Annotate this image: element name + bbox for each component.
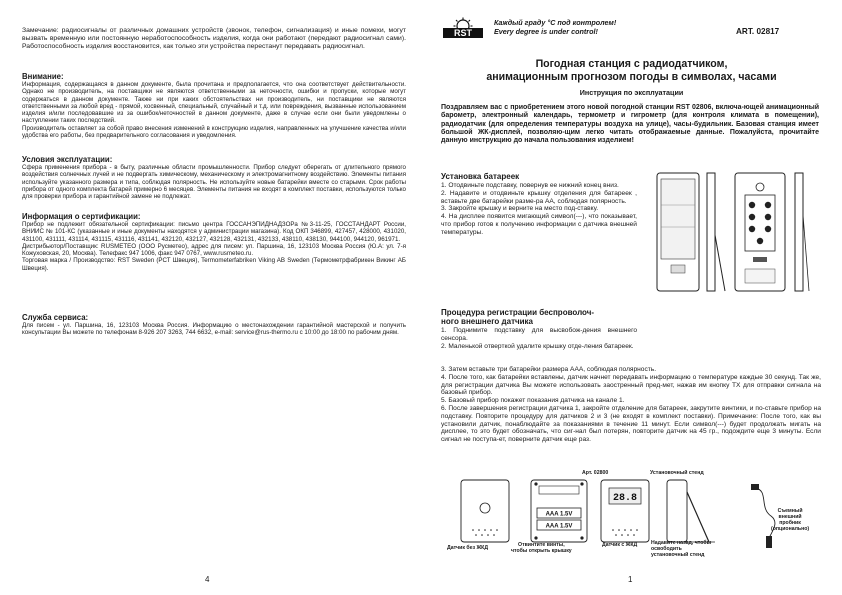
- battery-label-1: AAA 1.5V: [545, 511, 573, 518]
- figure-unscrew-line-2: чтобы открыть крышку: [511, 548, 572, 554]
- station-illustration: [649, 165, 825, 305]
- figure-unscrew-label: [511, 542, 572, 554]
- conditions-heading: Условия эксплуатации:: [22, 155, 113, 164]
- page-number: 4: [205, 575, 210, 584]
- station-back-view: [735, 173, 785, 291]
- registration-heading-line-1: Процедура регистрации беспроволоч-: [441, 308, 595, 317]
- attention-section: [22, 72, 406, 139]
- figure-probe-label: [771, 508, 809, 532]
- stand-side-view: [667, 480, 715, 542]
- conditions-text: Сфера применения прибора - в быту, различные области промышленности. Прибор следует оберегать от длительного прямого воздействия солнечных лучей и не подвергать химическому, механическому и электромагнитному воздействию. Элементы питания используйте указанного размера и типа, соблюдая полярность. Не используйте новые батарейки вместе со старыми. Срок работы прибора от одного комплекта батарей примерно 6 месяцев. Элементы питания не входят в комплект поставки, используются только для проверки прибора и гарантийной замене не подлежат.: [22, 164, 406, 201]
- figure-probe-line-3: пробник: [779, 520, 801, 526]
- sensor-illustration: [439, 478, 819, 550]
- figure-stand-label: Установочный стенд: [650, 470, 704, 476]
- figure-probe-line-4: (опционально): [771, 526, 810, 532]
- lcd-reading: 28.8: [612, 493, 638, 504]
- certification-text-3: Торговая марка / Производство: RST Sweden (РСТ Швеция), Termometerfabriken Viking AB Sweden (Термометрфабрикен Викинг АБ Швеция).: [22, 257, 406, 272]
- service-text: Для писем - ул. Паршина, 16, 123103 Москва Россия. Информацию о местонахождении гарантийной мастерской и получить консультации Вы можете по телефонам 8-926 207 3263, 744 6632, e-mail: service@rus-thermo.ru с 10:00 до 18:00 по рабочим дням.: [22, 322, 406, 337]
- conditions-section: [22, 155, 406, 200]
- battery-steps: [441, 182, 637, 237]
- page-subtitle: Инструкция по эксплуатации: [579, 88, 684, 97]
- registration-steps-2: [441, 366, 821, 444]
- note-paragraph: Замечание: радиосигналы от различных домашних устройств (звонок, телефон, сигнализация) и иные помехи, могут вызвать временную или постоянную неработоспособность изделия, когда они работают (передают радиосигнал сами). Работоспособность изделия восстановится, как только эти устройства перестанут передавать радиосигнал.: [22, 27, 406, 50]
- figure-article-label: Арт. 02800: [582, 470, 609, 476]
- battery-step-2: 2. Надавите и отодвиньте крышку отделения для батареек , вставьте две батарейки разме-ра АА, соблюдая полярность.: [441, 189, 637, 205]
- article-number: ART. 02817: [736, 27, 780, 36]
- figure-press-line-2: освободить: [651, 546, 682, 552]
- battery-step-1: 1. Отодвиньте подставку, повернув ее нижний конец вниз.: [441, 182, 619, 189]
- figure-sensor-lcd-label: Датчик с ЖКД: [602, 542, 638, 548]
- page-number: 1: [628, 575, 633, 584]
- registration-step-2: 2. Маленькой отверткой удалите крышку отде-ления батареек.: [441, 342, 634, 350]
- sensor-without-lcd: [461, 480, 509, 542]
- slogan-en: Every degree is under control!: [494, 27, 598, 36]
- registration-heading: [441, 308, 641, 326]
- figure-probe-line-2: внешний: [778, 514, 802, 520]
- station-side-view-2: [795, 173, 809, 291]
- certification-section: [22, 212, 406, 272]
- slogan-ru: Каждый граду °С под контролем!: [494, 18, 617, 27]
- sensor-battery-compartment: [531, 480, 587, 542]
- registration-step-5: 5. Базовый прибор покажет показания датчика на канале 1.: [441, 397, 625, 405]
- page-title: [421, 58, 842, 83]
- service-section: [22, 313, 406, 337]
- battery-step-3: 3. Закройте крышку и верните на место под-ставку.: [441, 205, 599, 213]
- registration-step-4: 4. После того, как батарейки вставлены, датчик начнет передавать информацию о температуре каждые 30 секунд. Так же, для регистрации датчика Вы можете использовать заостренный пред-мет, нажав им кнопку TX для отправки сигнала на базовый прибор.: [441, 373, 821, 397]
- registration-heading-line-2: ного внешнего датчика: [441, 317, 533, 327]
- figure-sensor-no-lcd-label: Датчик без ЖКД: [447, 545, 489, 551]
- intro-paragraph: Поздравляем вас с приобретением этого новой погодной станции RST 02806, включа-ющей анимационный барометр, электронный календарь, термометр и гигрометр (для контроля климата в помещении), радиодатчик (для определения температуры воздуха на улице), часы-будильник. Базовая станция имеет большой ЖК-дисплей, позволяю-щим легко читать отображаемые данные. Пожалуйста, прочитайте данную инструкцию до начала пользования изделием!: [441, 104, 819, 145]
- registration-step-1: 1. Поднимите подставку для высвобож-дения внешнего сенсора.: [441, 327, 637, 342]
- attention-text-1: Информация, содержащаяся в данном документе, была прочитана и предполагается, что она соответствует действительности. Однако не производитель, на поставщики не являются ответственными за неточности, ошибки и пропуски, которые могут содержаться в данном документе. Также ни при каких обстоятельствах ни производитель, ни поставщики не являются ответственными за любой вред - прямой, косвенный, специальный, случайный и т.д. или повреждения, вызванные использованием изделия и/или последовавшие из за ошибок/неточностей в данном документе, даже в случае если они были уведомлены о наступлении таких последствий.: [22, 81, 406, 125]
- station-front-view: [657, 173, 699, 291]
- battery-label-2: AAA 1.5V: [545, 523, 573, 530]
- battery-heading: Установка батареек: [441, 172, 520, 181]
- title-line-2: анимационным прогнозом погоды в символах, часами: [486, 70, 777, 83]
- certification-text-1: Прибор не подлежит обязательной сертификации: письмо центра ГОССАНЭПИДНАДЗОРа №3-11-25, ГОССТАНДАРТ России, ВНИИС № 101-КС (указанные и иные документы находятся у администрации магазина). Код ОКП 346899, 427457, 428000, 431020, 431100, 431111, 431114, 431115, 431116, 431141, 432120, 432127, 432128, 432131, 432133, 438110, 438130, 944100, 944120, 961971.: [22, 221, 406, 243]
- registration-step-6: 6. После завершения регистрации датчика 1, закройте отделение для батареек, закрутите винтики, и по-ставьте прибор на подставку. Повторите процедуру для датчиков 2 и 3 (не входят в комплект поставки). Примечание: После того, как вы установили датчик, понаблюдайте за показаниями в течение 11 минут. Если символ(---) будет продолжать мигать на дисплее, то это будет обозначать, что сиг-нал был потерян, повторите датчик на 45 гр., подождите еще 3 минуты. Если сигнал не поступа-ет, поверните датчик еще раз.: [441, 404, 821, 444]
- figure-probe-line-1: Съемный: [777, 508, 803, 514]
- attention-text-2: Производитель оставляет за собой право внесения изменений в конструкцию изделия, направленных на улучшение качества и/или удобства его работы, без предварительного согласования и уведомления.: [22, 124, 406, 140]
- figure-press-line-1: Надавите назад, чтобы: [651, 540, 711, 546]
- rst-logo: [441, 17, 485, 39]
- registration-step-3: 3. Затем вставьте три батарейки размера ААА, соблюдая полярность.: [441, 366, 657, 373]
- service-heading: Служба сервиса:: [22, 313, 89, 322]
- battery-step-4: 4. На дисплее появится мигающий символ(---), что показывает, что прибор готов к получению информации с датчика внешней температуры.: [441, 213, 637, 236]
- sensor-with-lcd: [601, 480, 649, 542]
- title-line-1: Погодная станция с радиодатчиком,: [535, 58, 728, 70]
- registration-steps-1: [441, 327, 637, 350]
- certification-heading: Информация о сертификации:: [22, 212, 141, 221]
- right-page: [421, 0, 842, 595]
- certification-text-2: Дистрибьютор/Поставщик: RUSMETEO (ООО Русметео), адрес для писем: ул. Паршина, 16, 123103 Москва Россия (Ю.А: ул. 7-я Кожуховская, 20, Москва). Телефакс 947 1006, факс 947 0767, www.rusmeteo.ru.: [22, 242, 406, 258]
- station-side-view: [707, 173, 725, 291]
- figure-press-label: [651, 540, 711, 558]
- figure-unscrew-line-1: Отвинтите винты,: [518, 542, 565, 548]
- figure-press-line-3: установочный стенд: [651, 552, 705, 558]
- logo-text: RST: [454, 28, 472, 39]
- attention-heading: Внимание:: [22, 72, 64, 81]
- slogan: [494, 18, 616, 36]
